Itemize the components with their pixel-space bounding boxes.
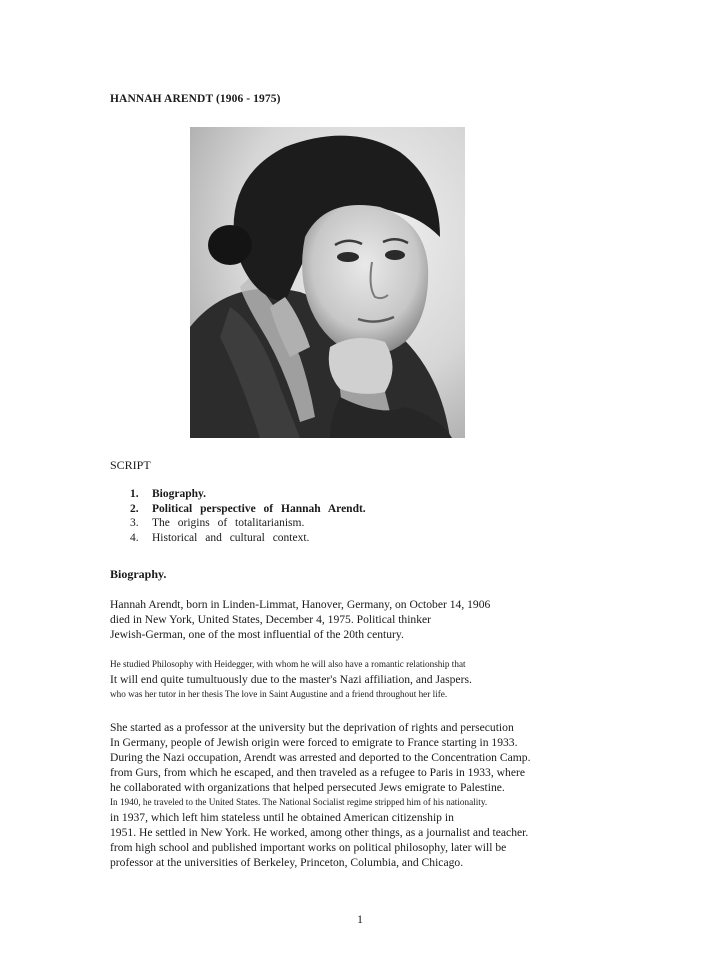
toc-number: 2. (130, 502, 139, 515)
paragraph-line: 1951. He settled in New York. He worked, among other things, as a journalist and teacher. (110, 826, 529, 839)
toc-item (130, 502, 366, 517)
portrait-photo (190, 127, 465, 438)
toc-text: Political perspective of Hannah Arendt. (152, 502, 366, 515)
paragraph-line: Hannah Arendt, born in Linden-Limmat, Hanover, Germany, on October 14, 1906 (110, 598, 491, 611)
paragraph-line: It will end quite tumultuously due to the master's Nazi affiliation, and Jaspers. (110, 673, 472, 686)
toc-item (130, 531, 366, 546)
paragraph-line: died in New York, United States, December 4, 1975. Political thinker (110, 613, 432, 626)
paragraph-line: he collaborated with organizations that helped persecuted Jews emigrate to Palestine. (110, 781, 505, 794)
paragraph-line: In 1940, he traveled to the United States. The National Socialist regime stripped him of his nationality. (110, 797, 488, 807)
paragraph-line: Jewish-German, one of the most influential of the 20th century. (110, 628, 404, 641)
page-number: 1 (357, 912, 363, 926)
toc-text: The origins of totalitarianism. (152, 517, 305, 529)
toc-item (130, 516, 366, 531)
portrait-image (190, 127, 465, 438)
paragraph-line: During the Nazi occupation, Arendt was arrested and deported to the Concentration Camp. (110, 751, 531, 764)
paragraph-line: professor at the universities of Berkeley, Princeton, Columbia, and Chicago. (110, 856, 464, 869)
toc-text: Biography. (152, 488, 207, 500)
toc-text: Historical and cultural context. (152, 531, 310, 544)
toc-number: 1. (130, 488, 139, 500)
paragraph-line: who was her tutor in her thesis The love in Saint Augustine and a friend throughout her life. (110, 689, 448, 699)
paragraph-line: He studied Philosophy with Heidegger, with whom he will also have a romantic relationship that (110, 659, 466, 669)
section-heading: Biography. (110, 567, 167, 581)
document-title: HANNAH ARENDT (1906 - 1975) (110, 93, 281, 105)
paragraph-line: In Germany, people of Jewish origin were forced to emigrate to France starting in 1933. (110, 736, 518, 749)
toc-item (130, 487, 366, 502)
paragraph-birth (110, 597, 640, 642)
script-label: SCRIPT (110, 458, 151, 472)
paragraph-line: She started as a professor at the university but the deprivation of rights and persecution (110, 721, 514, 734)
paragraph-line: from high school and published important works on political philosophy, later will be (110, 841, 507, 854)
toc-number: 3. (130, 517, 139, 529)
paragraph-line: from Gurs, from which he escaped, and then traveled as a refugee to Paris in 1933, where (110, 766, 525, 779)
paragraph-studies (110, 657, 640, 702)
paragraph-line: in 1937, which left him stateless until he obtained American citizenship in (110, 811, 454, 824)
table-of-contents (130, 487, 366, 545)
paragraph-career (110, 720, 640, 870)
toc-number: 4. (130, 531, 139, 544)
